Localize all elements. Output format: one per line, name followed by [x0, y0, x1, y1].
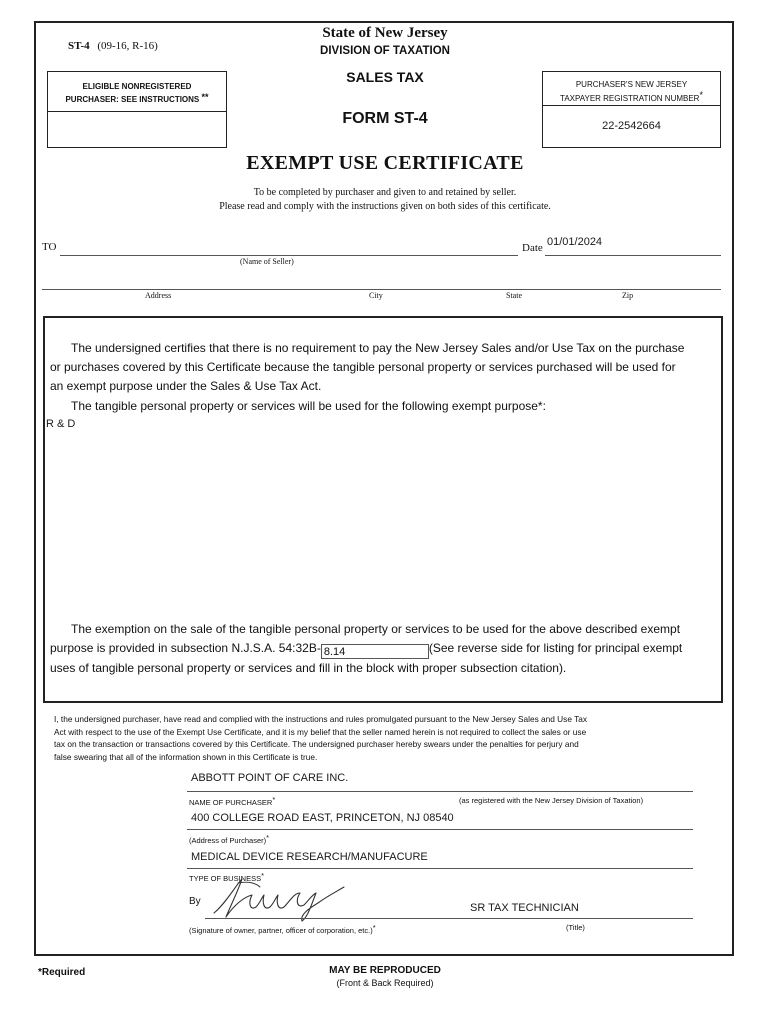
business-type-underline — [187, 868, 693, 869]
division-heading: DIVISION OF TAXATION — [320, 45, 450, 57]
reproduced-note: MAY BE REPRODUCED — [329, 965, 441, 976]
form-code-line — [68, 40, 158, 52]
address-caption: Address — [145, 291, 172, 300]
purchaser-address-field[interactable]: 400 COLLEGE ROAD EAST, PRINCETON, NJ 08540 — [191, 812, 454, 824]
exemption-paragraph: The exemption on the sale of the tangible personal property or services to be used for the above described exempt purpose is provided in subsection N.J.S.A. 54:32B- 8.14 (See reverse side for listing for principal exempt uses of tangible personal property or services and fill in the block with proper subsection citation). — [50, 622, 683, 675]
business-type-label: TYPE OF BUSINESS* — [189, 871, 265, 883]
exempt-purpose-field[interactable]: R & D — [46, 418, 76, 430]
business-type-field[interactable]: MEDICAL DEVICE RESEARCH/MANUFACURE — [191, 851, 428, 863]
signature-underline — [205, 918, 693, 919]
registration-number-label: PURCHASER'S NEW JERSEY TAXPAYER REGISTRATION NUMBER* — [543, 72, 720, 106]
by-label: By — [189, 896, 201, 907]
purchaser-address-label: (Address of Purchaser)* — [189, 833, 270, 845]
purpose-prompt: The tangible personal property or services will be used for the following exempt purpose*: — [71, 399, 546, 413]
date-label: Date — [522, 242, 543, 254]
purchaser-name-note: (as registered with the New Jersey Division of Taxation) — [459, 796, 644, 805]
form-code: ST-4 — [68, 40, 90, 52]
required-note: *Required — [38, 967, 86, 978]
eligible-purchaser-label: ELIGIBLE NONREGISTERED PURCHASER: SEE INSTRUCTIONS ** — [48, 72, 226, 112]
registration-number-field[interactable]: 22-2542664 — [602, 120, 661, 132]
purchaser-name-label: NAME OF PURCHASER* — [189, 795, 276, 807]
instructions-text: To be completed by purchaser and given to and retained by seller. Please read and comply with the instructions given on both sides of this certificate. — [219, 187, 551, 212]
purchaser-address-underline — [187, 829, 693, 830]
date-field[interactable]: 01/01/2024 — [547, 236, 603, 248]
date-underline — [545, 255, 721, 256]
declaration-text: I, the undersigned purchaser, have read and complied with the instructions and rules promulgated pursuant to the New Jersey Sales and Use Tax Act with respect to the use of the Exempt Use Certificate, and it is my belief that the seller named herein is not required to collect the sales or use tax on the transaction or transactions covered by this Certificate. The undersigned purchaser hereby swears under the penalties for perjury and false swearing that all of the information shown in this Certificate is true. — [54, 714, 588, 762]
state-heading: State of New Jersey — [322, 25, 448, 41]
certificate-title: EXEMPT USE CERTIFICATE — [246, 152, 524, 174]
seller-name-caption: (Name of Seller) — [240, 257, 294, 266]
registration-number-box — [542, 71, 721, 148]
to-label: TO — [42, 241, 57, 253]
seller-address-field[interactable] — [42, 289, 721, 290]
purchaser-name-underline — [187, 791, 693, 792]
purchaser-name-field[interactable]: ABBOTT POINT OF CARE INC. — [191, 772, 349, 784]
city-caption: City — [369, 291, 383, 300]
front-back-note: (Front & Back Required) — [336, 978, 434, 988]
subsection-field[interactable]: 8.14 — [321, 644, 429, 659]
zip-caption: Zip — [622, 291, 634, 300]
tax-type-heading: SALES TAX — [346, 69, 424, 85]
seller-name-field[interactable] — [60, 255, 518, 256]
title-label: (Title) — [566, 923, 585, 932]
state-caption: State — [506, 291, 522, 300]
form-revision: (09-16, R-16) — [97, 40, 158, 52]
form-name-heading: FORM ST-4 — [342, 110, 428, 127]
certification-paragraph: The undersigned certifies that there is no requirement to pay the New Jersey Sales and/or Use Tax on the purchase or purchases covered by this Certificate because the tangible personal property or services purchased will be used for an exempt purpose under the Sales & Use Tax Act. — [50, 341, 685, 393]
title-field[interactable]: SR TAX TECHNICIAN — [470, 902, 579, 914]
signature-label: (Signature of owner, partner, officer of corporation, etc.)* — [189, 923, 376, 935]
eligible-purchaser-box — [47, 71, 227, 148]
